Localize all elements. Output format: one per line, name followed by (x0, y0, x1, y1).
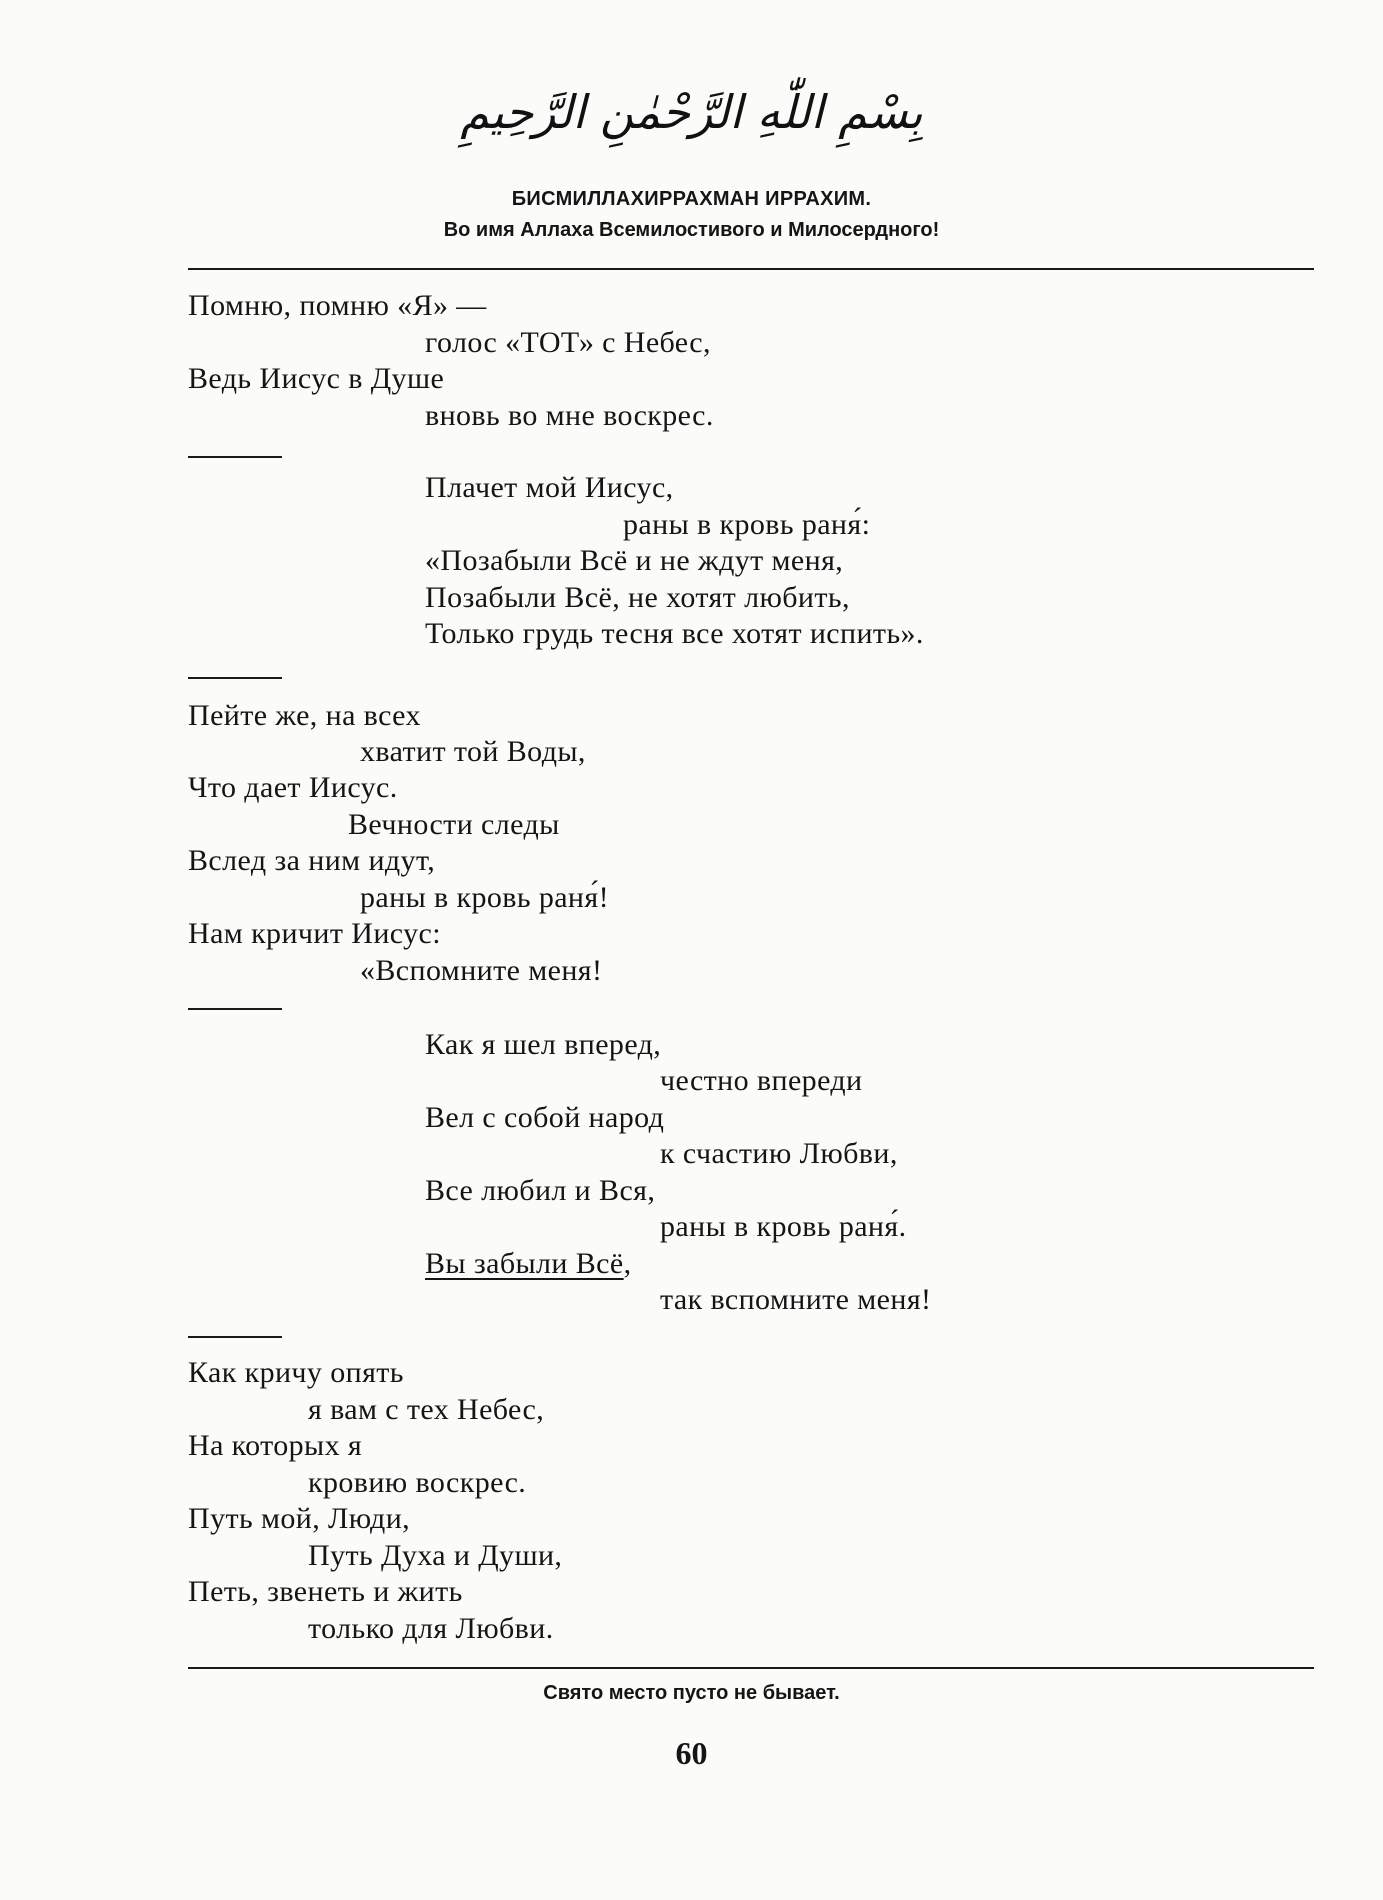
poem-line: Путь мой, Люди, (188, 1502, 411, 1535)
poem-line: Петь, звенеть и жить (188, 1575, 463, 1608)
header-title: БИСМИЛЛАХИРРАХМАН ИРРАХИМ. (511, 188, 872, 210)
poem-line: На которых я (188, 1429, 363, 1462)
page-number: 60 (675, 1735, 708, 1771)
stanza-separator (188, 456, 282, 458)
poem-line: честно впереди (660, 1064, 863, 1097)
footer-proverb: Свято место пусто не бывает. (543, 1682, 840, 1704)
poem-line: Как кричу опять (188, 1356, 404, 1389)
poem-line: «Вспомните меня! (360, 954, 603, 987)
poem-line: я вам с тех Небес, (308, 1393, 545, 1426)
header-subtitle: Во имя Аллаха Всемилостивого и Милосердного! (443, 219, 940, 241)
footer-rule (188, 1667, 1314, 1669)
comma: , (623, 1247, 632, 1280)
poem-line: раны в кровь раня́: (623, 508, 871, 541)
poem-line: к счастию Любви, (660, 1137, 898, 1170)
poem-line: Как я шел вперед, (425, 1028, 662, 1061)
poem-line-underlined (425, 1246, 632, 1282)
poem-line: так вспомните меня! (660, 1283, 932, 1316)
stanza-separator (188, 1336, 282, 1338)
poem-line: Вслед за ним идут, (188, 844, 436, 877)
poem-line: хватит той Воды, (360, 735, 586, 768)
poem-line: Вечности следы (348, 808, 560, 841)
poem-line: кровию воскрес. (308, 1466, 527, 1499)
stanza-separator (188, 677, 282, 679)
stanza-separator (188, 1008, 282, 1010)
poem-line: раны в кровь раня́. (660, 1210, 907, 1243)
poem-line: вновь во мне воскрес. (425, 399, 714, 432)
poem-line: Все любил и Вся, (425, 1174, 656, 1207)
poem-line: Что дает Иисус. (188, 771, 398, 804)
poem-line: Только грудь тесня все хотят испить». (425, 617, 924, 650)
poem-line: Путь Духа и Души, (308, 1539, 563, 1572)
poem-line: Помню, помню «Я» — (188, 289, 487, 322)
poem-line: раны в кровь раня́! (360, 881, 609, 914)
poem-line: Пейте же, на всех (188, 699, 421, 732)
poem-line: Ведь Иисус в Душе (188, 362, 445, 395)
basmala-calligraphy: بِسْمِ اللّٰهِ الرَّحْمٰنِ الرَّحِيمِ (460, 85, 923, 139)
poem-line: Плачет мой Иисус, (425, 471, 674, 504)
poem-line: голос «ТОТ» с Небес, (425, 326, 711, 359)
poem-line: Нам кричит Иисус: (188, 917, 441, 950)
poem-line: только для Любви. (308, 1612, 554, 1645)
poem-line: Позабыли Всё, не хотят любить, (425, 581, 850, 614)
underlined-phrase: Вы забыли Всё (425, 1247, 624, 1280)
poem-line: «Позабыли Всё и не ждут меня, (425, 544, 844, 577)
poem-line: Вел с собой народ (425, 1101, 665, 1134)
